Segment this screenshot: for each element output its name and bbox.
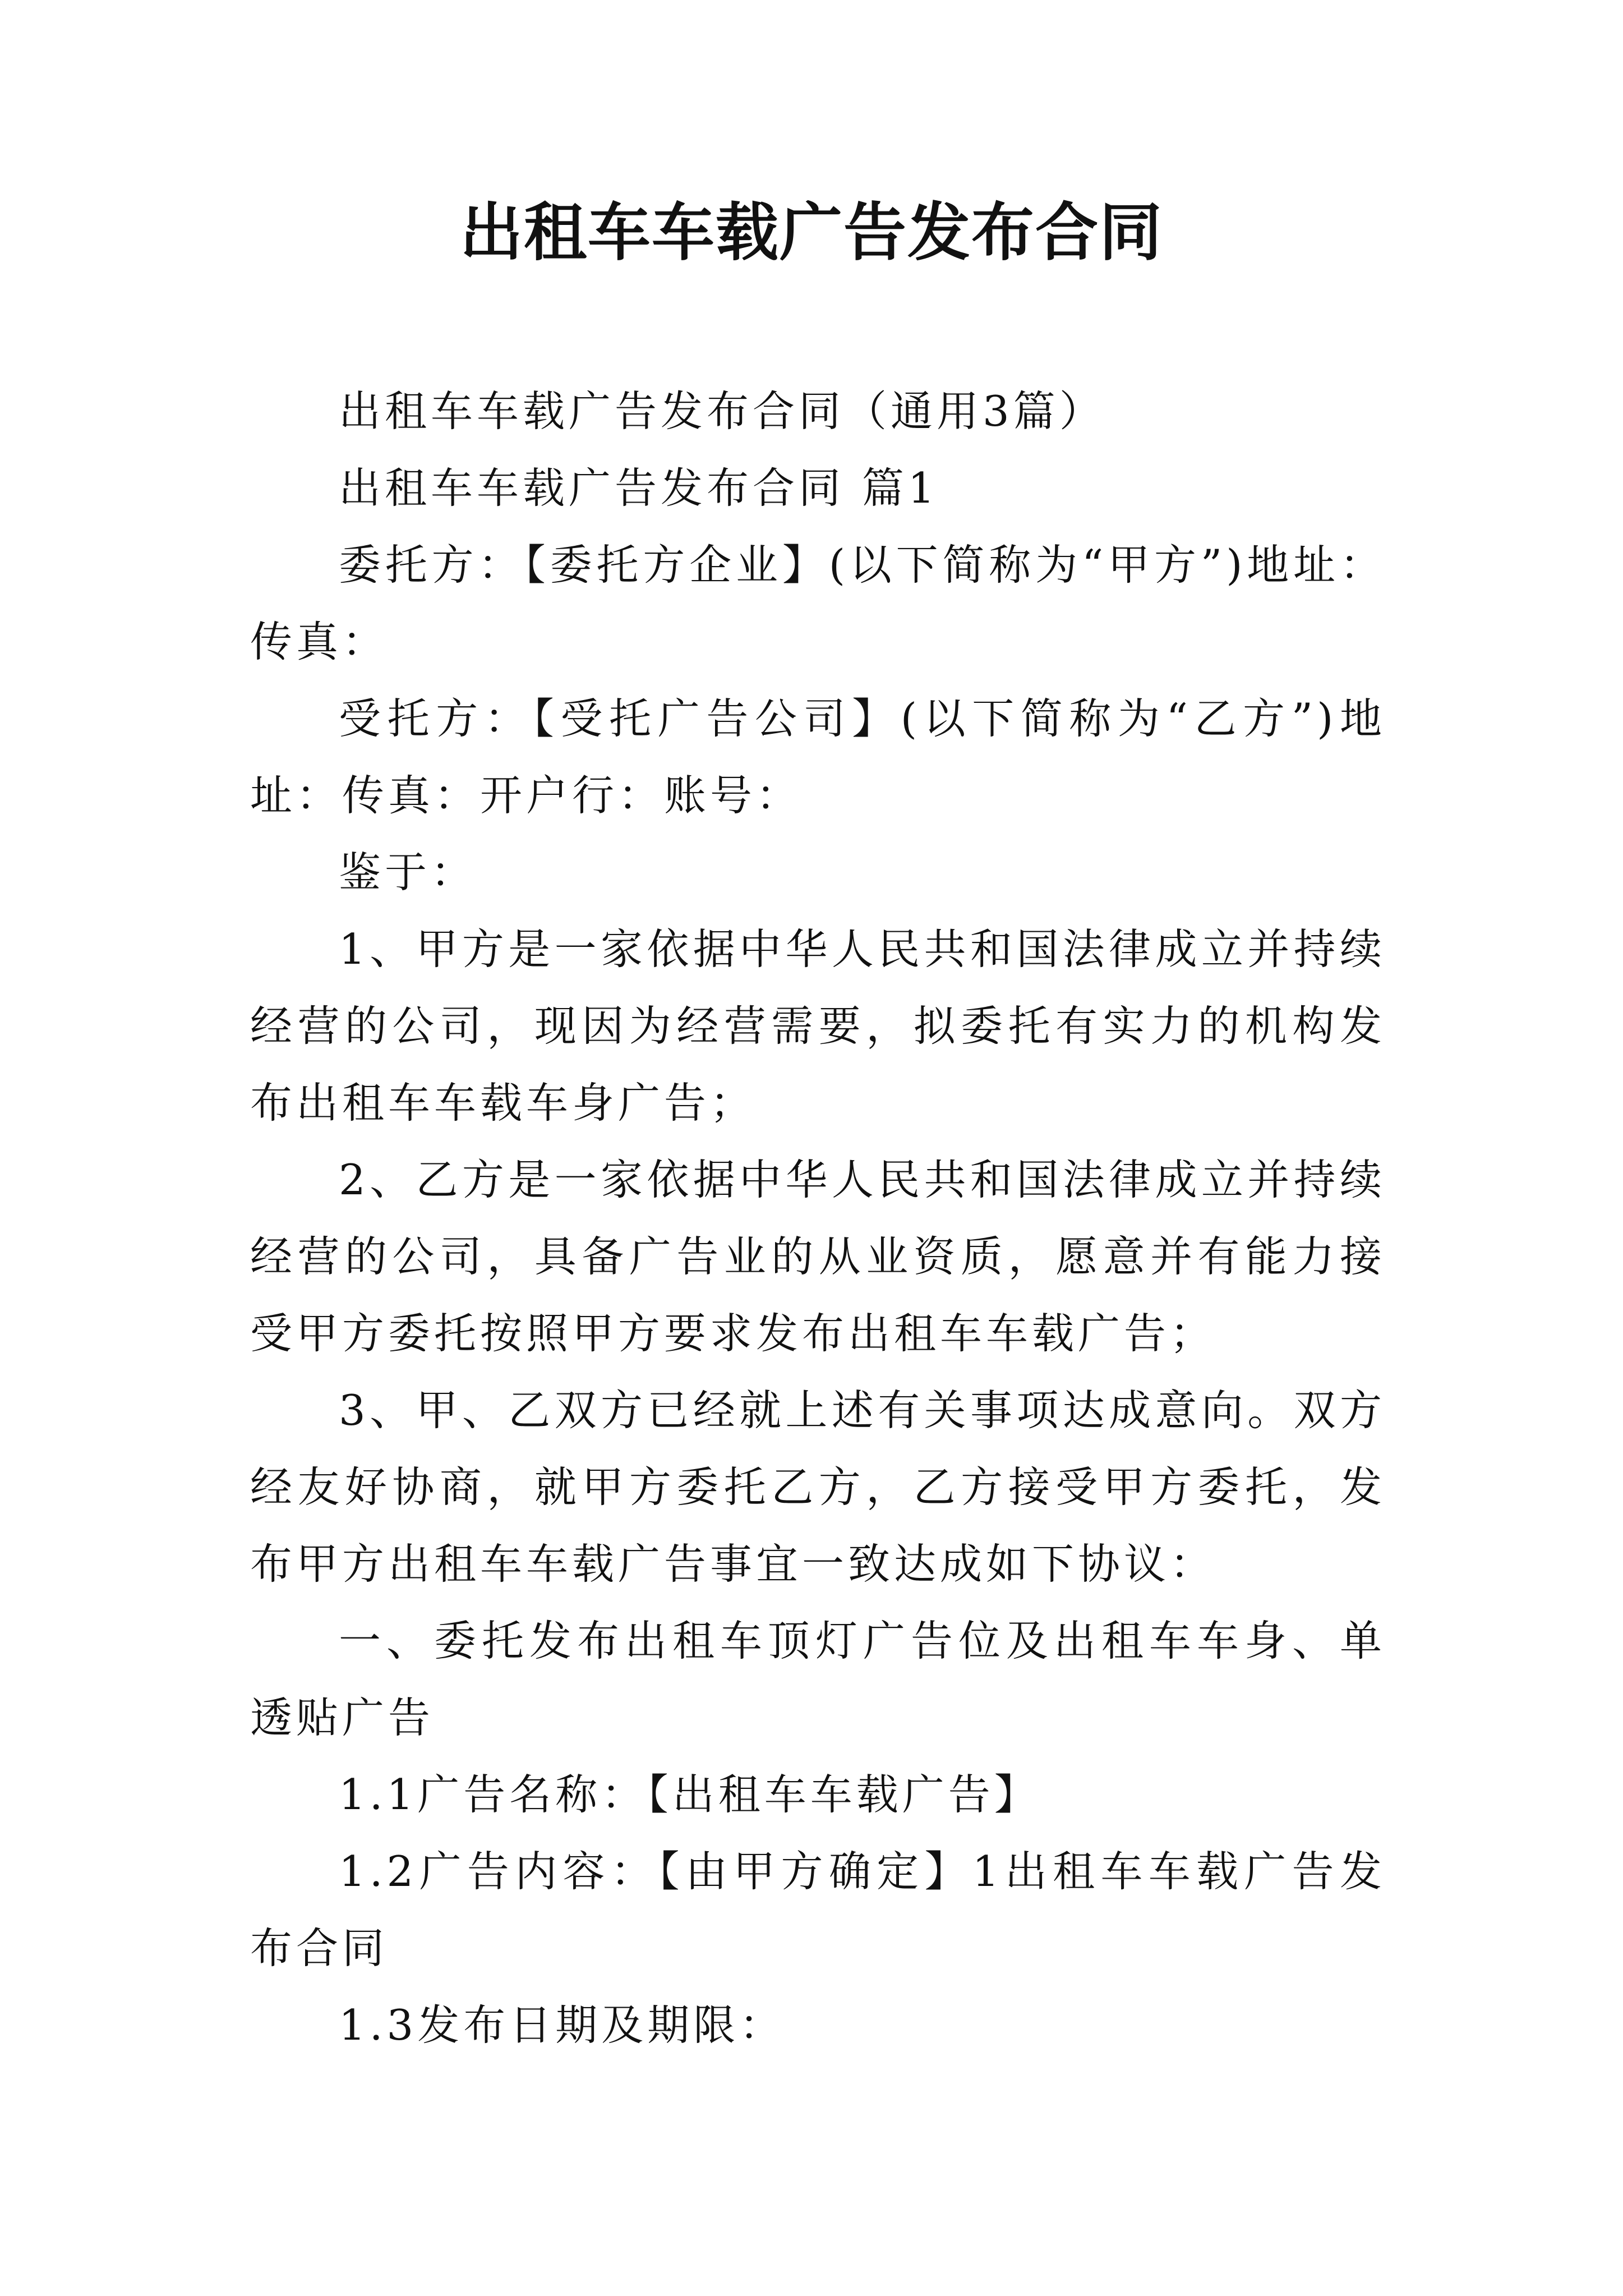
document-title: 出租车车载广告发布合同 (460, 196, 1163, 269)
paragraph-party-b: 受托方：【受托广告公司】(以下简称为“乙方”)地址：传真：开户行：账号： (250, 694, 1386, 820)
paragraph-clause-1-1: 1.1广告名称：【出租车车载广告】 (339, 1770, 1040, 1819)
paragraph-subtitle: 出租车车载广告发布合同（通用3篇） (339, 386, 1105, 436)
paragraph-whereas: 鉴于： (339, 848, 477, 897)
paragraph-clause-1-2: 1.2广告内容：【由甲方确定】1出租车车载广告发布合同 (250, 1847, 1386, 1973)
paragraph-section-heading: 出租车车载广告发布合同 篇1 (339, 463, 939, 513)
paragraph-clause-1-3: 1.3发布日期及期限： (339, 2000, 786, 2050)
document-body (250, 373, 1386, 2064)
paragraph-recital-1: 1、甲方是一家依据中华人民共和国法律成立并持续经营的公司，现因为经营需要，拟委托有实力的机构发布出租车车载车身广告； (250, 924, 1386, 1128)
paragraph-recital-2: 2、乙方是一家依据中华人民共和国法律成立并持续经营的公司，具备广告业的从业资质，愿意并有能力接受甲方委托按照甲方要求发布出租车车载广告； (250, 1155, 1386, 1358)
paragraph-article-1: 一、委托发布出租车顶灯广告位及出租车车身、单透贴广告 (250, 1616, 1386, 1742)
paragraph-recital-3: 3、甲、乙双方已经就上述有关事项达成意向。双方经友好协商，就甲方委托乙方，乙方接受甲方委托，发布甲方出租车车载广告事宜一致达成如下协议： (250, 1386, 1386, 1589)
paragraph-party-a: 委托方：【委托方企业】(以下简称为“甲方”)地址：传真： (250, 540, 1386, 666)
